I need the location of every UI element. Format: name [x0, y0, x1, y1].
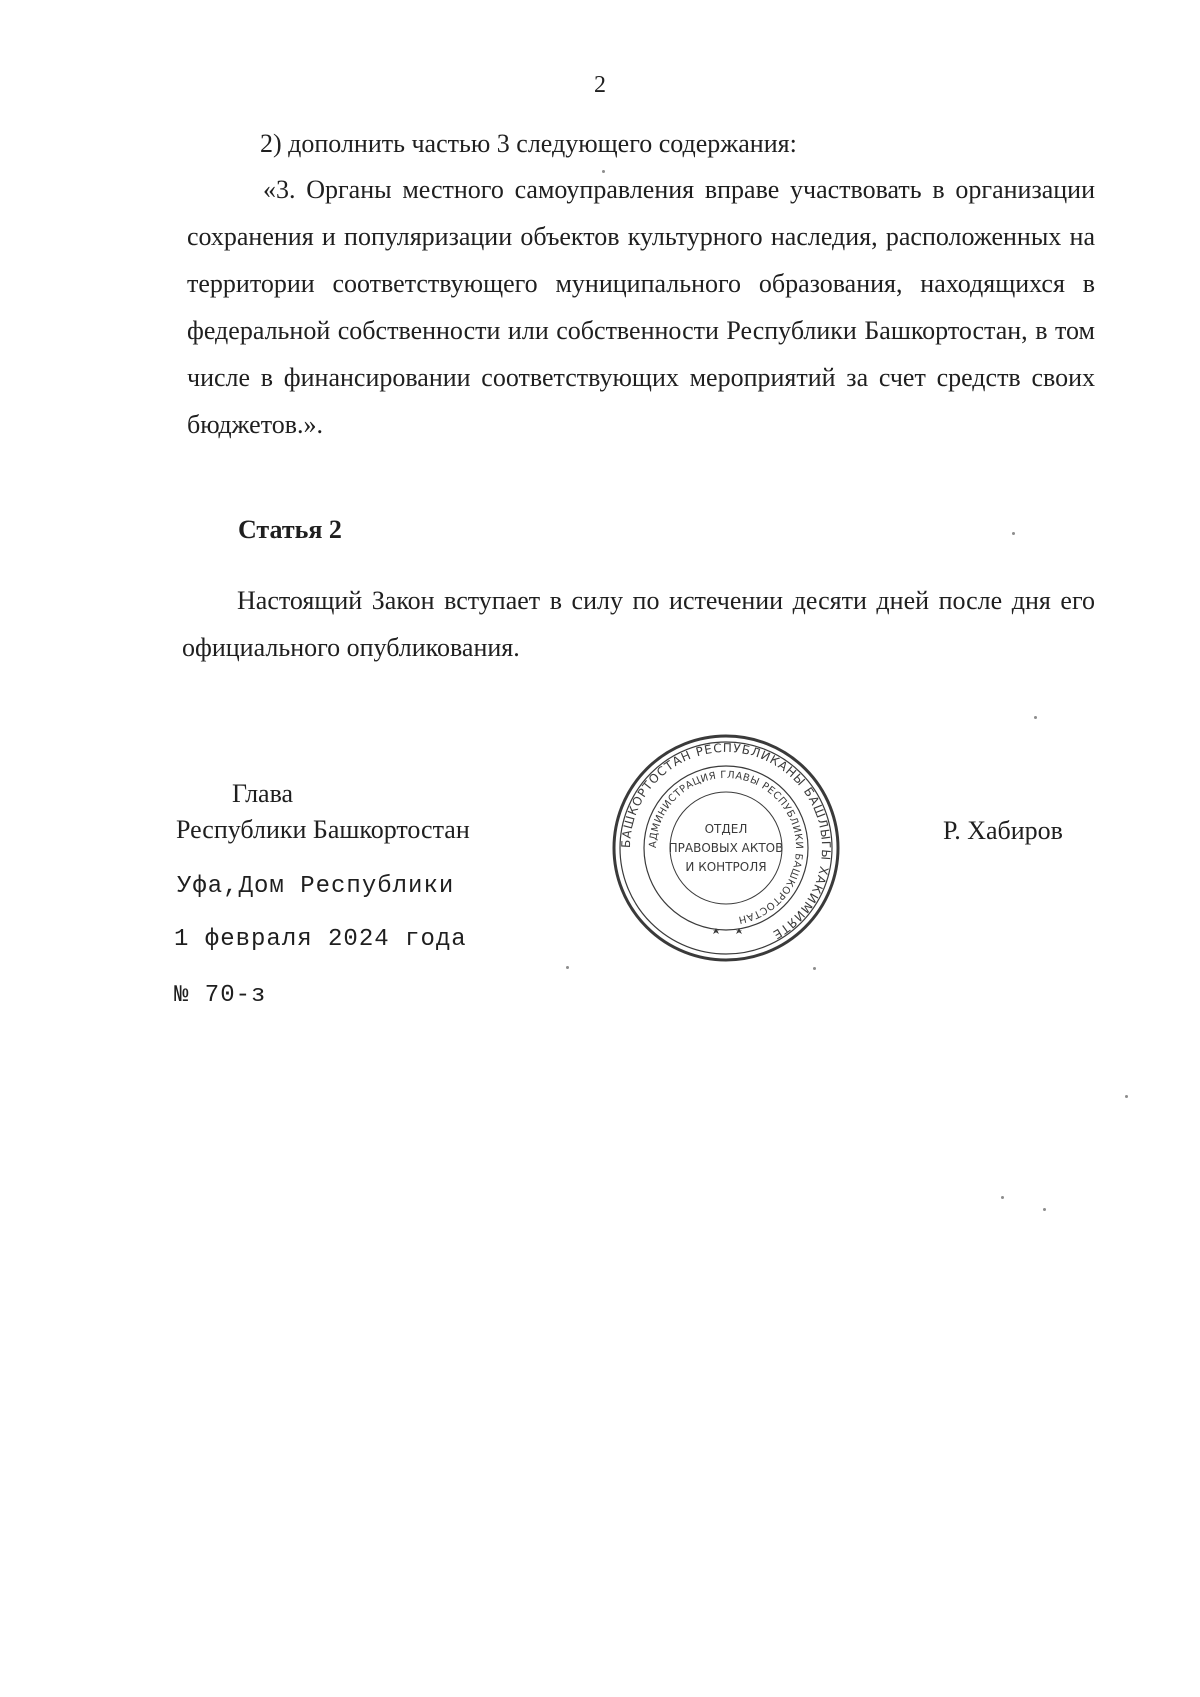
page-number: 2 — [594, 72, 606, 98]
scan-speck — [566, 966, 569, 969]
signatory-name: Р. Хабиров — [943, 816, 1063, 845]
entry-into-force-text: Настоящий Закон вступает в силу по истечении десяти дней после дня его официального опубликования. — [182, 586, 1095, 662]
scan-speck — [1012, 532, 1015, 535]
scan-speck — [1125, 1095, 1128, 1098]
amendment-intro: 2) дополнить частью 3 следующего содержания: — [260, 129, 797, 158]
stamp-center-line-2: ПРАВОВЫХ АКТОВ — [668, 841, 784, 855]
signing-date: 1 февраля 2024 года — [174, 926, 467, 953]
stamp-inner-text: АДМИНИСТРАЦИЯ ГЛАВЫ РЕСПУБЛИКИ БАШКОРТОСТАН — [647, 769, 805, 925]
signing-place: Уфа,Дом Республики — [177, 873, 455, 900]
stamp-center-line-3: И КОНТРОЛЯ — [685, 860, 767, 874]
signatory-title: Глава — [232, 779, 294, 808]
signatory-region: Республики Башкортостан — [176, 815, 470, 844]
stamp-outer-text: БАШКОРТОСТАН РЕСПУБЛИКАНЫ БАШЛЫГЫ ХАКИМИЯТЕ — [618, 740, 834, 943]
scan-speck — [813, 967, 816, 970]
article-heading: Статья 2 — [238, 515, 342, 544]
scan-speck — [602, 170, 605, 173]
scan-speck — [1034, 716, 1037, 719]
law-number: № 70-з — [174, 982, 267, 1009]
official-stamp — [610, 732, 842, 964]
scan-speck — [1001, 1196, 1004, 1199]
scan-speck — [1043, 1208, 1046, 1211]
amendment-clause: «3. Органы местного самоуправления вправе участвовать в организации сохранения и популяризации объектов культурного наследия, расположенных на территории соответствующего муниципального образования, находящихся в федеральной собственности или собственности Республики Башкортостан, в том числе в финансировании соответствующих мероприятий за счет средств своих бюджетов.». — [187, 175, 1095, 439]
stamp-center-line-1: ОТДЕЛ — [704, 822, 748, 836]
